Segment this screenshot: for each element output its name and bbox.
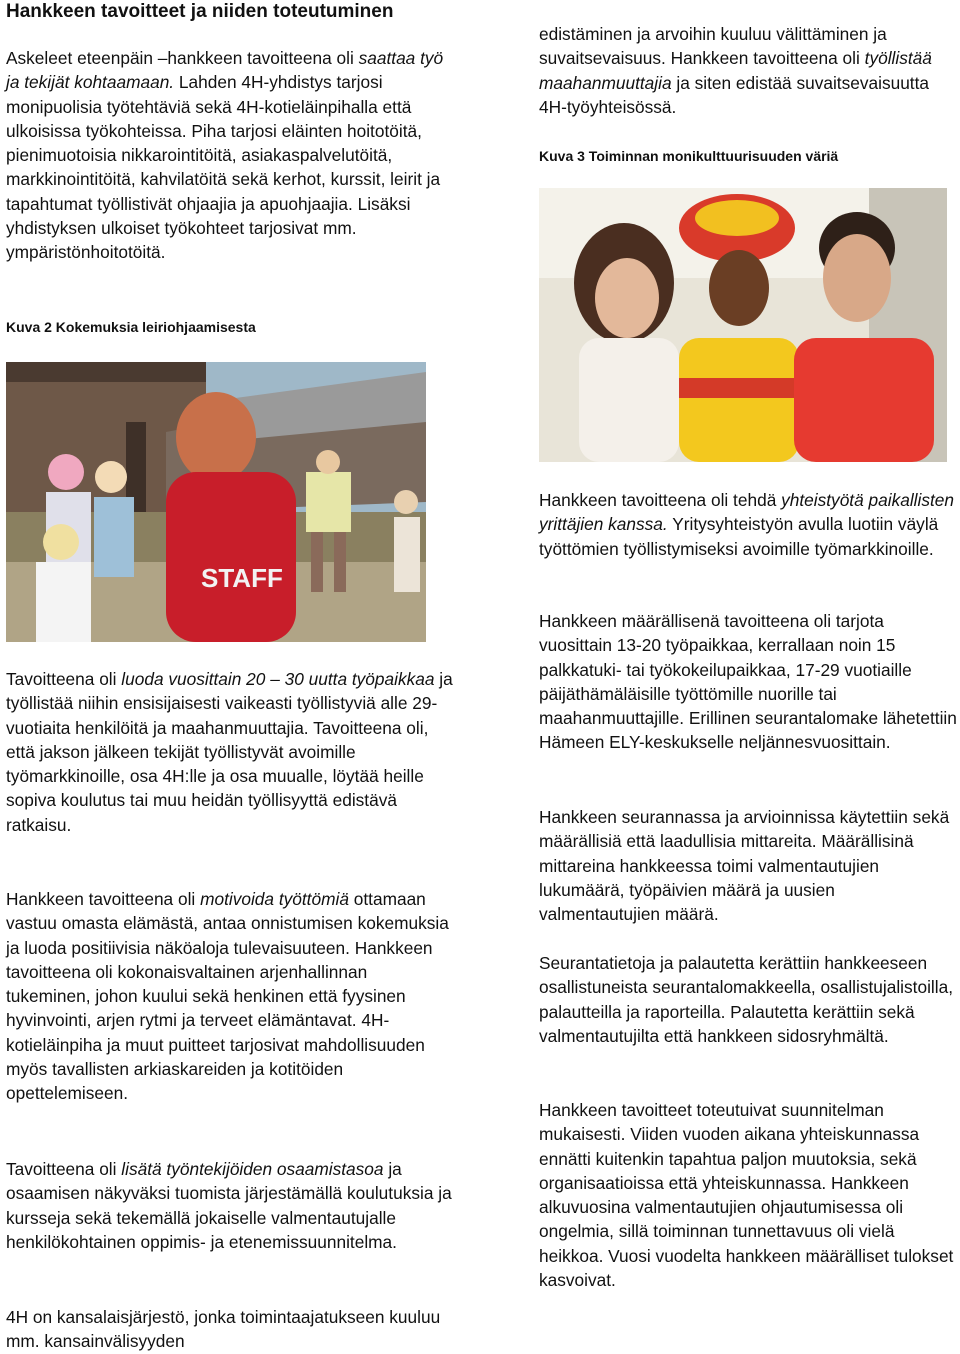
- page-heading: Hankkeen tavoitteet ja niiden toteutuminen: [6, 1, 394, 22]
- emphasis-text: saattaa työ ja tekijät kohtaamaan.: [6, 48, 444, 93]
- right-paragraph-3: [539, 609, 959, 755]
- text-run: Hankkeen tavoitteena oli tehdä: [539, 490, 782, 510]
- figure-caption-3: Kuva 3 Toiminnan monikulttuurisuuden väriä: [539, 148, 839, 164]
- text-run: ja siten edistää suvaitsevaisuutta 4H-työyhteisössä.: [539, 72, 930, 117]
- left-paragraph-4: [6, 1157, 454, 1254]
- emphasis-text: motivoida työttömiä: [200, 889, 349, 909]
- text-run: ottamaan vastuu omasta elämästä, antaa onnistumisen kokemuksia ja luoda positiivisia näköaloja tulevaisuuteen. Hankkeen tavoitteena oli kokonaisvaltainen arjenhallinnan tukeminen, johon kuului sekä henkinen että fyysinen hyvinvointi, arjen rytmi ja terveet elämäntavat. 4H-kotieläinpiha ja muut puitteet tarjosivat mahdollisuuden myös tavallisten arkiaskareiden ja kotitöiden opettelemiseen.: [6, 889, 449, 1104]
- right-paragraph-6: [539, 1098, 959, 1292]
- emphasis-text: työllistää maahanmuuttajia: [539, 48, 932, 93]
- emphasis-text: luoda vuosittain 20 – 30 uutta työpaikkaa: [121, 669, 435, 689]
- text-run: Hankkeen määrällisenä tavoitteena oli tarjota vuosittain 13-20 työpaikkaa, kerrallaan noin 15 palkkatuki- tai työkokeilupaikkaa, 17-29 vuotiaille päijäthämäläisille työttömille nuorille tai maahanmuuttajille. Erillinen seurantalomake lähetettiin Hämeen ELY-keskukselle neljännesvuosittain.: [539, 611, 957, 753]
- right-paragraph-4: [539, 805, 959, 926]
- right-paragraph-1: [539, 22, 959, 119]
- text-run: Yritysyhteistyön avulla luotiin väylä työttömien työllistymiseksi avoimille työmarkkinoille.: [539, 514, 939, 559]
- text-run: Seurantatietoja ja palautetta kerättiin hankkeeseen osallistuneista seurantalomakkeella, osallistujalistoilla, palautteilla ja raporteilla. Palautetta kerättiin sekä valmentautujilta että hankkeen sidosryhmältä.: [539, 953, 953, 1046]
- text-run: Tavoitteena oli: [6, 1159, 122, 1179]
- right-paragraph-5: [539, 951, 959, 1048]
- emphasis-text: yhteistyötä paikallisten yrittäjien kanssa.: [539, 490, 955, 535]
- text-run: Askeleet eteenpäin –hankkeen tavoitteena oli: [6, 48, 359, 68]
- camp-photo-image: [6, 362, 426, 642]
- text-run: ja työllistää niihin ensisijaisesti vaikeasti työllistyviä alle 29-vuotiaita henkilöitä ja maahanmuuttajia. Tavoitteena oli, että jakson jälkeen tekijät työllistyvät avoimille työmarkkinoille, osa 4H:lle ja osa muualle, löytää heille sopiva koulutus tai muu heidän työllisyyttä edistävä ratkaisu.: [6, 669, 453, 835]
- left-paragraph-5: [6, 1305, 454, 1354]
- staff-shirt-text: STAFF: [201, 563, 283, 593]
- text-run: ja osaamisen näkyväksi tuomista järjestämällä koulutuksia ja kursseja sekä tekemällä jokaiselle valmentautujalle henkilökohtainen oppimis- ja etenemissuunnitelma.: [6, 1159, 452, 1252]
- multicultural-photo-image: [539, 188, 947, 462]
- text-run: Lahden 4H-yhdistys tarjosi monipuolisia työtehtäviä sekä 4H-kotieläinpihalla että ulkoisissa työkohteissa. Piha tarjosi eläinten hoitotöitä, pienimuotoisia nikkarointitöitä, asiakaspalvelutöitä, markkinointitöitä, kahvilatöitä sekä kerhot, kurssit, leirit ja tapahtumat työllistivät ohjaajia ja apuohjaajia. Lisäksi yhdistyksen ulkoiset työkohteet tarjosivat mm. ympäristönhoitotöitä.: [6, 72, 441, 263]
- text-run: 4H on kansalaisjärjestö, jonka toimintaajatukseen kuuluu mm. kansainvälisyyden: [6, 1307, 441, 1352]
- text-run: edistäminen ja arvoihin kuuluu välittäminen ja suvaitsevaisuus. Hankkeen tavoitteena oli: [539, 24, 887, 69]
- figure-caption-2: Kuva 2 Kokemuksia leiriohjaamisesta: [6, 319, 256, 335]
- multicultural-photo: [539, 188, 947, 462]
- text-run: Hankkeen seurannassa ja arvioinnissa käytettiin sekä määrällisiä että laadullisia mittareita. Määrällisinä mittareina hankkeessa toimi valmentautujien lukumäärä, työpäivien määrä ja uusien valmentautujien määrä.: [539, 807, 950, 925]
- left-intro-paragraph: [6, 46, 454, 265]
- right-paragraph-2: [539, 488, 959, 561]
- emphasis-text: lisätä työntekijöiden osaamistasoa: [121, 1159, 384, 1179]
- left-paragraph-3: [6, 887, 454, 1106]
- text-run: Tavoitteena oli: [6, 669, 122, 689]
- text-run: Hankkeen tavoitteena oli: [6, 889, 201, 909]
- left-paragraph-2: [6, 667, 454, 837]
- camp-photo: [6, 362, 426, 642]
- text-run: Hankkeen tavoitteet toteutuivat suunnitelman mukaisesti. Viiden vuoden aikana yhteiskunnassa ennätti kuitenkin tapahtua paljon muutoksia, sekä organisaatioissa että yhteiskunnassa. Hankkeen alkuvuosina valmentautujien ohjautumisessa oli ongelmia, sillä toiminnan tunnettavuus oli vielä heikkoa. Vuosi vuodelta hankkeen määrälliset tulokset kasvoivat.: [539, 1100, 954, 1291]
